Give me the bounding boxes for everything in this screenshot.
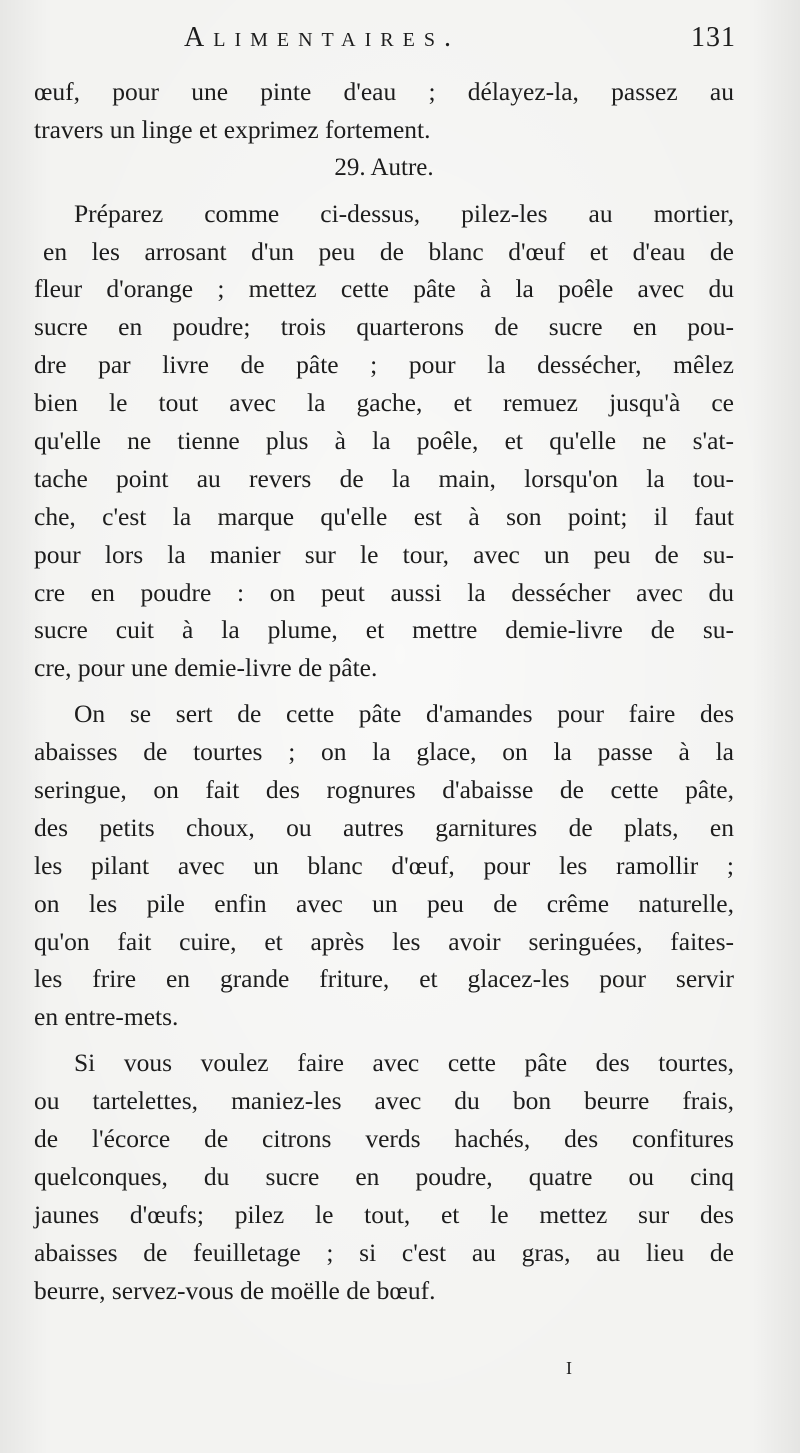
text-line: œuf, pour une pinte d'eau ; délayez-la, passez au	[34, 77, 734, 106]
text-line: Si vous voulez faire avec cette pâte des tourtes,	[74, 1048, 734, 1078]
text-line: qu'elle ne tienne plus à la poêle, et qu'elle ne s'at-	[34, 426, 734, 456]
text-line: en les arrosant d'un peu de blanc d'œuf et d'eau de	[43, 236, 734, 266]
text-line: qu'on fait cuire, et après les avoir seringuées, faites-	[34, 926, 734, 956]
text-line: sucre cuit à la plume, et mettre demie-livre de su-	[34, 615, 734, 645]
section-heading: 29. Autre.	[334, 153, 434, 181]
page-header	[40, 22, 736, 62]
running-title: Alimentaires.	[184, 22, 460, 53]
text-line: quelconques, du sucre en poudre, quatre ou cinq	[34, 1161, 734, 1191]
text-line: de l'écorce de citrons verds hachés, des confitures	[34, 1124, 734, 1154]
page-body	[34, 73, 734, 1310]
text-line: sucre en poudre; trois quarterons de sucre en pou-	[34, 312, 734, 342]
text-line: ou tartelettes, maniez-les avec du bon beurre frais,	[34, 1086, 734, 1116]
text-line: jaunes d'œufs; pilez le tout, et le mettez sur des	[34, 1199, 734, 1229]
text-line: beurre, servez-vous de moëlle de bœuf.	[34, 1275, 436, 1305]
text-line: fleur d'orange ; mettez cette pâte à la poêle avec du	[34, 274, 734, 304]
signature-mark: I	[566, 1358, 572, 1378]
text-line: abaisses de tourtes ; on la glace, on la passe à la	[34, 737, 734, 767]
text-line: abaisses de feuilletage ; si c'est au gras, au lieu de	[34, 1237, 734, 1267]
text-line: cre, pour une demie-livre de pâte.	[34, 653, 378, 683]
text-line: travers un linge et exprimez fortement.	[34, 114, 431, 144]
text-line: les pilant avec un blanc d'œuf, pour les ramollir ;	[34, 850, 734, 880]
text-line: on les pile enfin avec un peu de crême naturelle,	[34, 888, 734, 918]
text-line: en entre-mets.	[34, 1002, 179, 1032]
text-line: bien le tout avec la gache, et remuez jusqu'à ce	[34, 388, 734, 418]
text-line: dre par livre de pâte ; pour la dessécher, mêlez	[34, 350, 734, 380]
text-line: les frire en grande friture, et glacez-les pour servir	[34, 964, 734, 994]
text-line: pour lors la manier sur le tour, avec un peu de su-	[34, 539, 734, 569]
text-line: des petits choux, ou autres garnitures de plats, en	[34, 812, 734, 842]
text-line: che, c'est la marque qu'elle est à son point; il faut	[34, 501, 734, 531]
page-number: 131	[691, 22, 736, 53]
text-line: On se sert de cette pâte d'amandes pour faire des	[74, 699, 734, 729]
text-line: seringue, on fait des rognures d'abaisse de cette pâte,	[34, 775, 734, 805]
text-line: tache point au revers de la main, lorsqu'on la tou-	[34, 463, 734, 493]
text-line: Préparez comme ci-dessus, pilez-les au mortier,	[74, 198, 734, 228]
text-line: cre en poudre : on peut aussi la dessécher avec du	[34, 577, 734, 607]
